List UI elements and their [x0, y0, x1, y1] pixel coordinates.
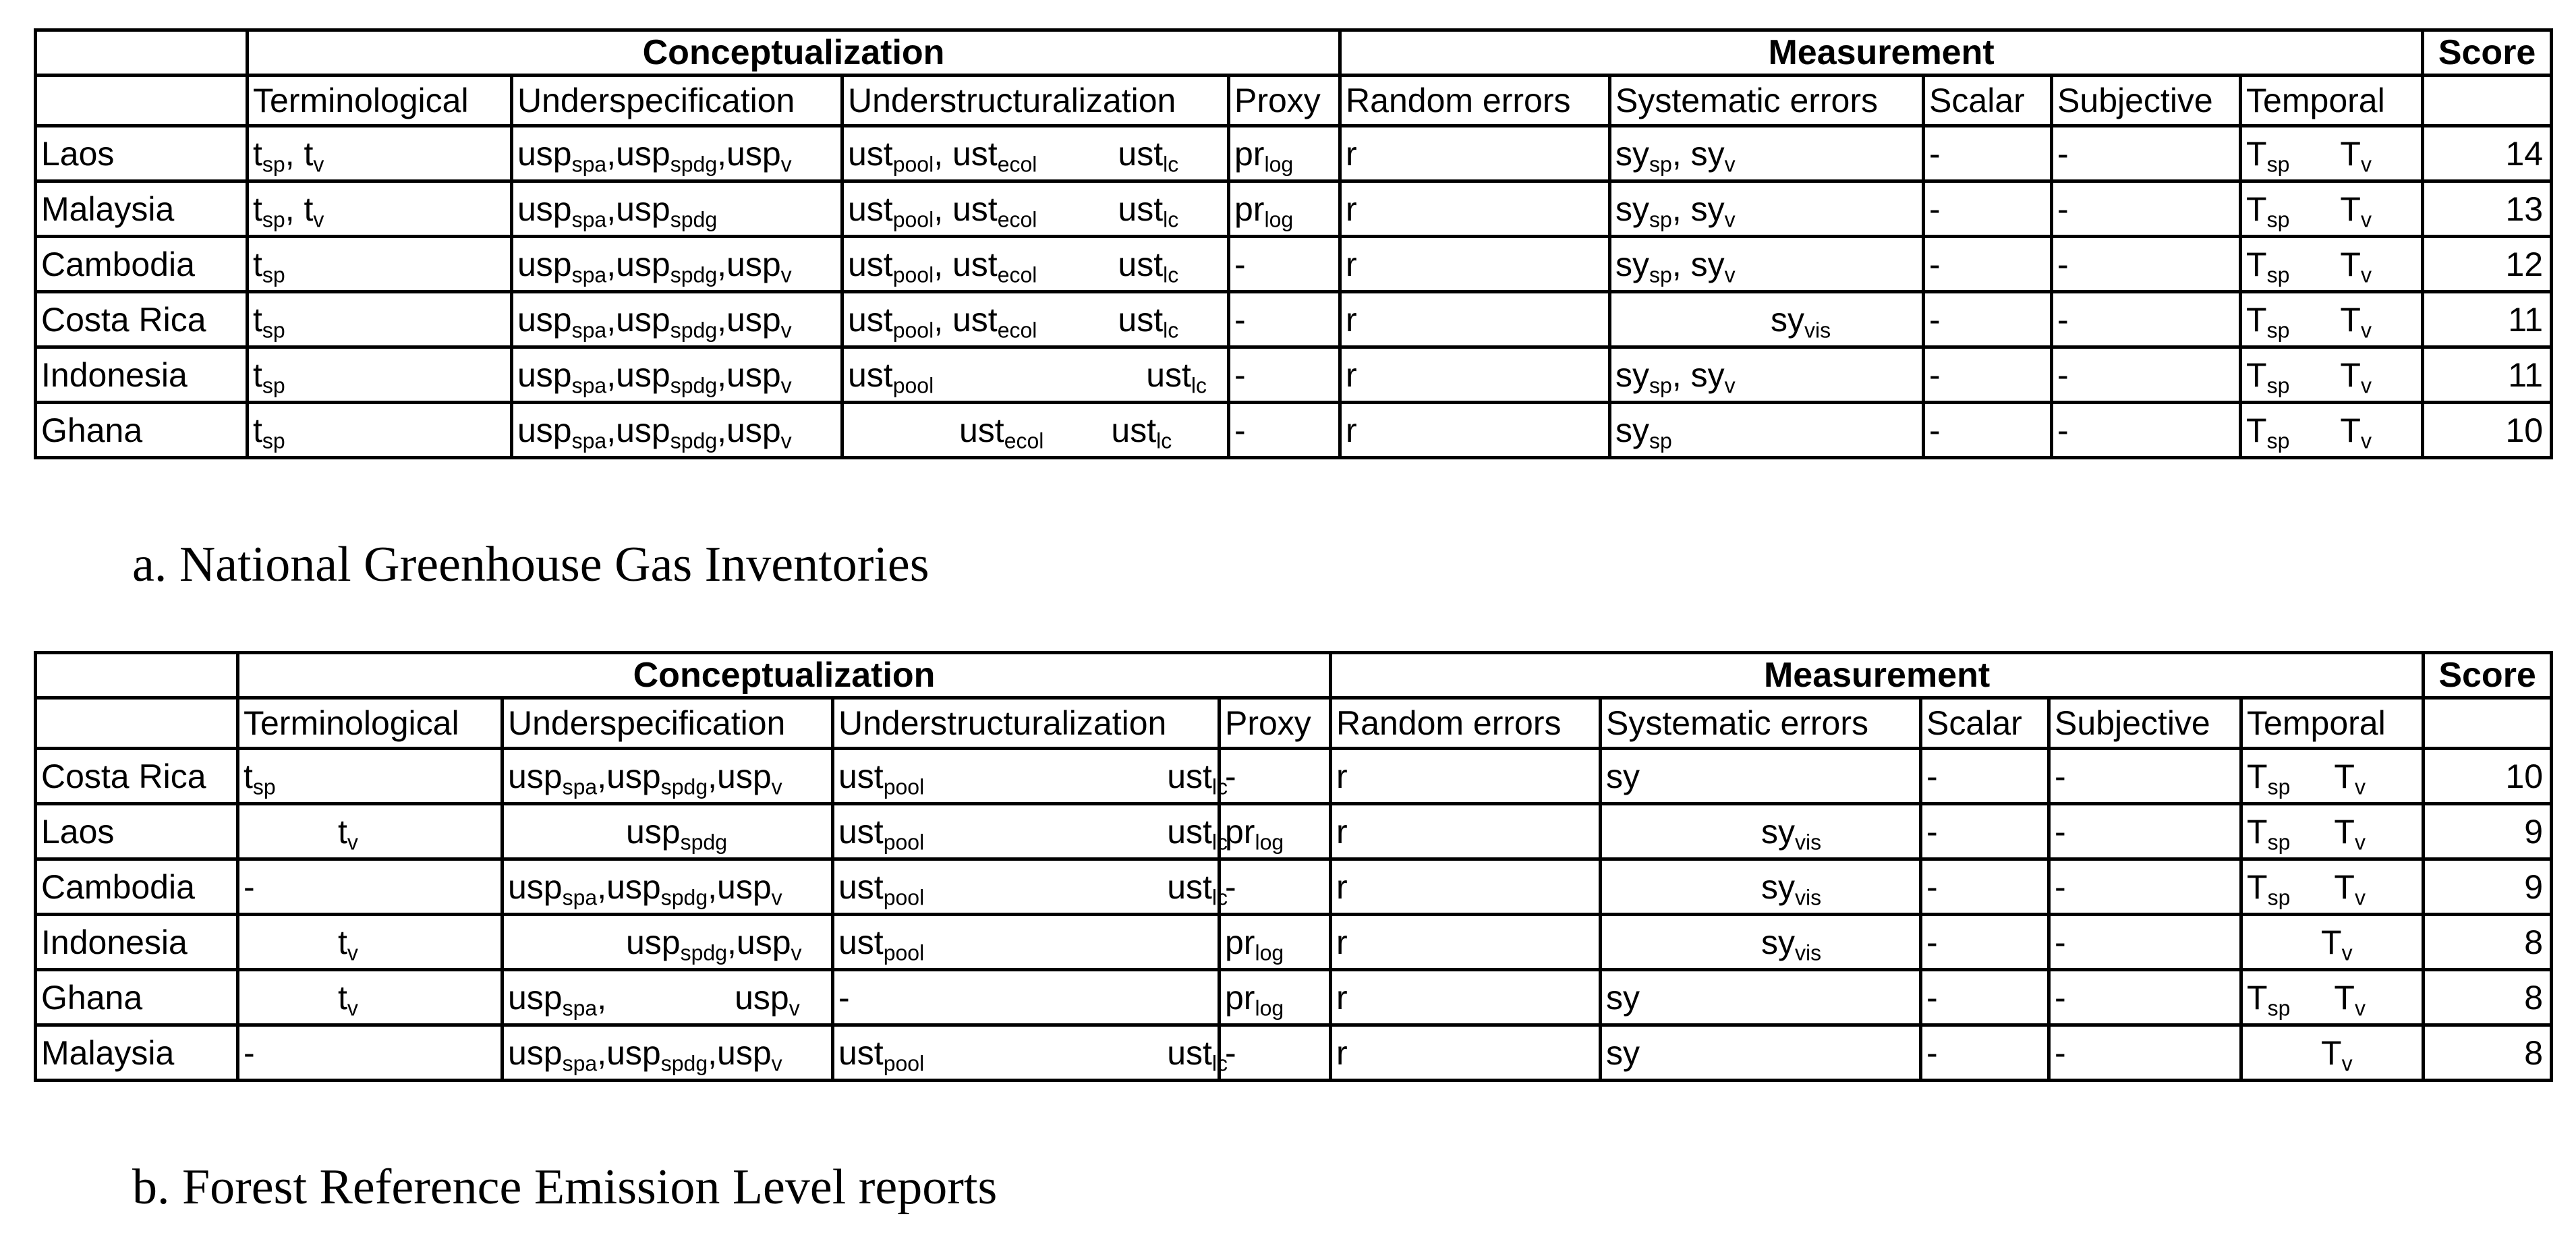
- cell-temporal: $T_v$: [2241, 915, 2424, 970]
- cell-scalar: -: [1924, 237, 2052, 292]
- column-header-temporal: Temporal: [2241, 76, 2423, 126]
- cell-terminological: $t_{sp}$: [248, 347, 512, 403]
- cell-country: Ghana: [36, 403, 248, 458]
- score-header-blank: [2423, 76, 2552, 126]
- cell-subjective: -: [2049, 915, 2241, 970]
- column-header-proxy: Proxy: [1220, 698, 1331, 749]
- cell-scalar: -: [1921, 804, 2049, 859]
- table-caption-a: a. National Greenhouse Gas Inventories: [132, 537, 929, 592]
- cell-country: Costa Rica: [36, 749, 238, 804]
- cell-scalar: -: [1924, 403, 2052, 458]
- cell-random: r: [1340, 181, 1610, 237]
- cell-underspecification: usp$_{spa}$,usp$_{spdg}$,usp$_v$: [512, 237, 842, 292]
- corner-cell: [36, 30, 248, 76]
- table-row: [36, 859, 2552, 915]
- cell-score: 12: [2423, 237, 2552, 292]
- cell-subjective: -: [2052, 237, 2241, 292]
- cell-country: Indonesia: [36, 915, 238, 970]
- cell-systematic: $sy_{vis}$: [1610, 292, 1924, 347]
- cell-temporal: $T_{sp}$ $T_v$: [2241, 292, 2423, 347]
- cell-proxy: -: [1220, 859, 1331, 915]
- column-header-subjective: Subjective: [2049, 698, 2241, 749]
- group-header-measurement: Measurement: [1340, 30, 2423, 76]
- cell-proxy: -: [1229, 403, 1340, 458]
- cell-random: r: [1340, 237, 1610, 292]
- cell-systematic: $sy_{vis}$: [1601, 915, 1921, 970]
- group-header-score: Score: [2424, 653, 2552, 698]
- cell-proxy: -: [1229, 347, 1340, 403]
- cell-underspecification: usp$_{spa}$,usp$_{spdg}$,usp$_v$: [512, 347, 842, 403]
- cell-subjective: -: [2052, 126, 2241, 181]
- cell-systematic: $sy_{vis}$: [1601, 804, 1921, 859]
- cell-systematic: sy: [1601, 749, 1921, 804]
- column-header-understructuralization: Understructuralization: [833, 698, 1220, 749]
- cell-systematic: sy: [1601, 1025, 1921, 1081]
- table-row: [36, 292, 2552, 347]
- cell-country: Indonesia: [36, 347, 248, 403]
- cell-proxy: $pr_{log}$: [1229, 181, 1340, 237]
- cell-subjective: -: [2049, 749, 2241, 804]
- cell-proxy: $pr_{log}$: [1220, 915, 1331, 970]
- cell-scalar: -: [1921, 915, 2049, 970]
- cell-systematic: $sy_{sp}$, $sy_v$: [1610, 347, 1924, 403]
- cell-random: r: [1331, 804, 1601, 859]
- cell-proxy: $pr_{log}$: [1220, 804, 1331, 859]
- corner-cell: [36, 653, 238, 698]
- column-header-systematic-errors: Systematic errors: [1601, 698, 1921, 749]
- cell-terminological: -: [238, 1025, 503, 1081]
- cell-score: 10: [2424, 749, 2552, 804]
- cell-underspecification: usp$_{spa}$,usp$_{spdg}$,usp$_v$: [503, 859, 833, 915]
- cell-temporal: $T_{sp}$ $T_v$: [2241, 970, 2424, 1025]
- cell-score: 9: [2424, 859, 2552, 915]
- cell-underspecification: usp$_{spa}$,usp$_{spdg}$,usp$_v$: [512, 403, 842, 458]
- cell-understructuralization: ust$_{pool}$ ust$_{lc}$: [833, 804, 1220, 859]
- cell-understructuralization: ust$_{pool}$ ust$_{lc}$: [833, 859, 1220, 915]
- cell-underspecification: usp$_{spa}$,usp$_{spdg}$,usp$_v$: [503, 749, 833, 804]
- cell-systematic: $sy_{sp}$, $sy_v$: [1610, 126, 1924, 181]
- table-row: [36, 181, 2552, 237]
- cell-underspecification: usp$_{spa}$,usp$_{spdg}$,usp$_v$: [512, 126, 842, 181]
- cell-terminological: $t_{sp}$: [248, 292, 512, 347]
- cell-score: 14: [2423, 126, 2552, 181]
- column-header-understructuralization: Understructuralization: [842, 76, 1229, 126]
- cell-subjective: -: [2052, 292, 2241, 347]
- column-header-temporal: Temporal: [2241, 698, 2424, 749]
- cell-score: 11: [2423, 347, 2552, 403]
- cell-scalar: -: [1924, 347, 2052, 403]
- cell-understructuralization: ust$_{pool}$, ust$_{ecol}$ ust$_{lc}$: [842, 126, 1229, 181]
- cell-proxy: $pr_{log}$: [1220, 970, 1331, 1025]
- cell-temporal: $T_{sp}$ $T_v$: [2241, 181, 2423, 237]
- table-row: [36, 237, 2552, 292]
- column-header-terminological: Terminological: [238, 698, 503, 749]
- cell-country: Cambodia: [36, 859, 238, 915]
- cell-underspecification: usp$_{spdg}$,usp$_v$: [503, 915, 833, 970]
- column-header-terminological: Terminological: [248, 76, 512, 126]
- cell-understructuralization: ust$_{pool}$, ust$_{ecol}$ ust$_{lc}$: [842, 181, 1229, 237]
- cell-random: r: [1331, 859, 1601, 915]
- cell-random: r: [1331, 970, 1601, 1025]
- cell-terminological: $t_{sp}$: [248, 237, 512, 292]
- table-national-ghg-inventories: [34, 28, 2553, 459]
- cell-scalar: -: [1924, 126, 2052, 181]
- cell-scalar: -: [1921, 970, 2049, 1025]
- cell-country: Laos: [36, 804, 238, 859]
- cell-temporal: $T_v$: [2241, 1025, 2424, 1081]
- cell-scalar: -: [1924, 181, 2052, 237]
- cell-score: 8: [2424, 970, 2552, 1025]
- cell-proxy: -: [1220, 1025, 1331, 1081]
- cell-temporal: $T_{sp}$ $T_v$: [2241, 126, 2423, 181]
- cell-underspecification: usp$_{spa}$,usp$_{spdg}$: [512, 181, 842, 237]
- cell-random: r: [1340, 292, 1610, 347]
- cell-scalar: -: [1924, 292, 2052, 347]
- table-row: [36, 804, 2552, 859]
- group-header-score: Score: [2423, 30, 2552, 76]
- column-header-random-errors: Random errors: [1340, 76, 1610, 126]
- cell-subjective: -: [2049, 1025, 2241, 1081]
- cell-systematic: $sy_{vis}$: [1601, 859, 1921, 915]
- cell-underspecification: usp$_{spa}$, usp$_v$: [503, 970, 833, 1025]
- cell-systematic: $sy_{sp}$, $sy_v$: [1610, 181, 1924, 237]
- column-header-systematic-errors: Systematic errors: [1610, 76, 1924, 126]
- cell-scalar: -: [1921, 859, 2049, 915]
- cell-score: 10: [2423, 403, 2552, 458]
- table-row: [36, 126, 2552, 181]
- cell-random: r: [1340, 347, 1610, 403]
- column-header-random-errors: Random errors: [1331, 698, 1601, 749]
- cell-systematic: $sy_{sp}$: [1610, 403, 1924, 458]
- cell-temporal: $T_{sp}$ $T_v$: [2241, 403, 2423, 458]
- table-row: [36, 970, 2552, 1025]
- cell-understructuralization: ust$_{pool}$, ust$_{ecol}$ ust$_{lc}$: [842, 292, 1229, 347]
- table-row: [36, 347, 2552, 403]
- cell-terminological: $t_v$: [238, 970, 503, 1025]
- table-caption-b: b. Forest Reference Emission Level reports: [132, 1160, 998, 1215]
- cell-terminological: $t_{sp}$, $t_v$: [248, 126, 512, 181]
- cell-understructuralization: ust$_{pool}$, ust$_{ecol}$ ust$_{lc}$: [842, 237, 1229, 292]
- cell-score: 13: [2423, 181, 2552, 237]
- cell-scalar: -: [1921, 749, 2049, 804]
- cell-understructuralization: ust$_{ecol}$ ust$_{lc}$: [842, 403, 1229, 458]
- cell-understructuralization: ust$_{pool}$: [833, 915, 1220, 970]
- table-row: [36, 915, 2552, 970]
- cell-underspecification: usp$_{spdg}$: [503, 804, 833, 859]
- table-forest-reference-emission-levels: [34, 651, 2553, 1082]
- cell-proxy: $pr_{log}$: [1229, 126, 1340, 181]
- cell-temporal: $T_{sp}$ $T_v$: [2241, 237, 2423, 292]
- cell-temporal: $T_{sp}$ $T_v$: [2241, 347, 2423, 403]
- cell-systematic: sy: [1601, 970, 1921, 1025]
- table-row: [36, 403, 2552, 458]
- group-header-conceptualization: Conceptualization: [248, 30, 1340, 76]
- cell-terminological: $t_{sp}$, $t_v$: [248, 181, 512, 237]
- cell-temporal: $T_{sp}$ $T_v$: [2241, 859, 2424, 915]
- cell-score: 8: [2424, 1025, 2552, 1081]
- cell-temporal: $T_{sp}$ $T_v$: [2241, 749, 2424, 804]
- column-header-proxy: Proxy: [1229, 76, 1340, 126]
- cell-underspecification: usp$_{spa}$,usp$_{spdg}$,usp$_v$: [503, 1025, 833, 1081]
- cell-underspecification: usp$_{spa}$,usp$_{spdg}$,usp$_v$: [512, 292, 842, 347]
- cell-country: Ghana: [36, 970, 238, 1025]
- cell-subjective: -: [2049, 970, 2241, 1025]
- cell-scalar: -: [1921, 1025, 2049, 1081]
- cell-country: Costa Rica: [36, 292, 248, 347]
- group-header-measurement: Measurement: [1331, 653, 2424, 698]
- cell-country: Malaysia: [36, 181, 248, 237]
- cell-subjective: -: [2049, 859, 2241, 915]
- cell-subjective: -: [2052, 347, 2241, 403]
- cell-terminological: -: [238, 859, 503, 915]
- cell-random: r: [1331, 1025, 1601, 1081]
- score-header-blank: [2424, 698, 2552, 749]
- cell-proxy: -: [1229, 292, 1340, 347]
- column-header-scalar: Scalar: [1921, 698, 2049, 749]
- cell-understructuralization: -: [833, 970, 1220, 1025]
- cell-terminological: $t_{sp}$: [238, 749, 503, 804]
- cell-subjective: -: [2052, 181, 2241, 237]
- cell-random: r: [1340, 403, 1610, 458]
- column-header-underspecification: Underspecification: [512, 76, 842, 126]
- cell-terminological: $t_v$: [238, 804, 503, 859]
- cell-understructuralization: ust$_{pool}$ ust$_{lc}$: [833, 1025, 1220, 1081]
- group-header-conceptualization: Conceptualization: [238, 653, 1331, 698]
- cell-systematic: $sy_{sp}$, $sy_v$: [1610, 237, 1924, 292]
- column-header-underspecification: Underspecification: [503, 698, 833, 749]
- cell-score: 8: [2424, 915, 2552, 970]
- column-header-scalar: Scalar: [1924, 76, 2052, 126]
- cell-understructuralization: ust$_{pool}$ ust$_{lc}$: [842, 347, 1229, 403]
- cell-proxy: -: [1229, 237, 1340, 292]
- table-row: [36, 1025, 2552, 1081]
- cell-country: Malaysia: [36, 1025, 238, 1081]
- column-header-subjective: Subjective: [2052, 76, 2241, 126]
- cell-random: r: [1340, 126, 1610, 181]
- cell-understructuralization: ust$_{pool}$ ust$_{lc}$: [833, 749, 1220, 804]
- cell-terminological: $t_{sp}$: [248, 403, 512, 458]
- cell-country: Cambodia: [36, 237, 248, 292]
- cell-terminological: $t_v$: [238, 915, 503, 970]
- table-row: [36, 749, 2552, 804]
- cell-score: 11: [2423, 292, 2552, 347]
- cell-subjective: -: [2049, 804, 2241, 859]
- cell-country: Laos: [36, 126, 248, 181]
- corner-cell: [36, 76, 248, 126]
- cell-subjective: -: [2052, 403, 2241, 458]
- cell-random: r: [1331, 749, 1601, 804]
- cell-score: 9: [2424, 804, 2552, 859]
- cell-proxy: -: [1220, 749, 1331, 804]
- cell-random: r: [1331, 915, 1601, 970]
- cell-temporal: $T_{sp}$ $T_v$: [2241, 804, 2424, 859]
- corner-cell: [36, 698, 238, 749]
